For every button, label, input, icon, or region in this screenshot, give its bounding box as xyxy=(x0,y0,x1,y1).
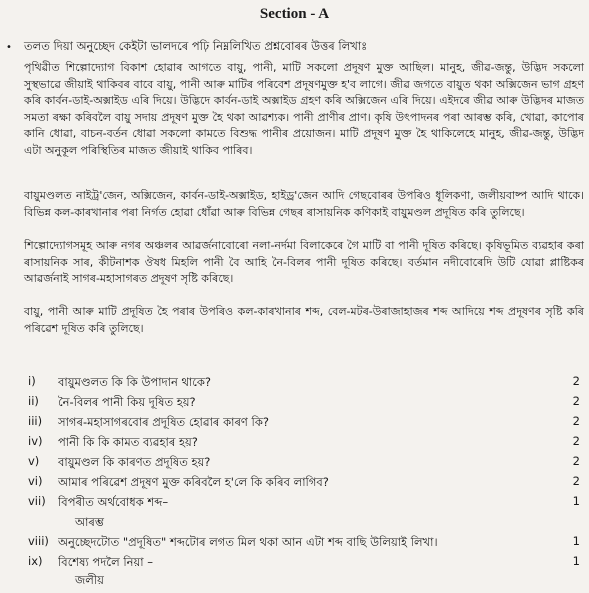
question-text: পানী কি কি কামত ব্যৱহাৰ হয়? xyxy=(58,435,198,449)
question-number: vii) xyxy=(28,494,46,508)
question-marks: 2 xyxy=(572,474,580,488)
instruction-text: তলত দিয়া অনুচ্ছেদ কেইটা ভালদৰে পঢ়ি নিম্নলিখিত প্ৰশ্নবোৰৰ উত্তৰ লিখাঃ xyxy=(24,39,368,53)
question-text: বায়ুমণ্ডলত কি কি উপাদান থাকে? xyxy=(58,375,212,389)
question-item xyxy=(28,374,584,394)
question-item xyxy=(28,394,584,414)
paragraph-3: শিল্পোদ্যোগসমূহ আৰু নগৰ অঞ্চলৰ আৱৰ্জনাবোৰো নলা-নৰ্দমা বিলাকেৰে গৈ মাটি বা পানী দূষিত কৰিছে। কৃষিভূমিত ব্যৱহাৰ কৰা ৰাসায়নিক সাৰ, কীটনাশক ঔষধ মিহলি পানী বৈ আহি নৈ-বিলৰ পানী দূষিত কৰিছে। বৰ্তমান নদীবোৰেদি উটি যোৱা প্লাষ্টিকৰ আৱৰ্জনাই সাগৰ-মহাসাগৰত প্ৰদূষণ সৃষ্টি কৰিছে। xyxy=(24,239,584,285)
question-text: সাগৰ-মহাসাগৰবোৰ প্ৰদূষিত হোৱাৰ কাৰণ কি? xyxy=(58,415,269,429)
question-marks: 2 xyxy=(572,434,580,448)
question-number: iv) xyxy=(28,434,43,448)
paragraph-2: বায়ুমণ্ডলত নাইট্ৰ'জেন, অক্সিজেন, কাৰ্বন-ডাই-অক্সাইড, হাইড্ৰ'জেন আদি গেছবোৰৰ উপৰিও ধূলিকণা, জলীয়বাষ্প আদি থাকে। বিভিন্ন কল-কাৰখানাৰ পৰা নিৰ্গত হোৱা ধোঁৱা আৰু বিভিন্ন গেছৰ ৰাসায়নিক কণিকাই বায়ুমণ্ডল প্ৰদূষিত কৰি তুলিছে। xyxy=(24,189,584,219)
paragraph-4: বায়ু, পানী আৰু মাটি প্ৰদূষিত হৈ পৰাৰ উপৰিও কল-কাৰখানাৰ শব্দ, বেল-মটৰ-উৰাজাহাজৰ শব্দ আদিয়ে শব্দ প্ৰদূষণৰ সৃষ্টি কৰি পৰিৱেশ দূষিত কৰি তুলিছে। xyxy=(24,305,584,335)
answer-word-vii: আৰম্ভ xyxy=(75,515,104,529)
answer-word-ix: জলীয় xyxy=(75,573,104,587)
question-text: অনুচ্ছেদটোত "প্ৰদূষিত" শব্দটোৰ লগত মিল থকা আন এটা শব্দ বাছি উলিয়াই লিখা। xyxy=(58,535,438,549)
section-title: Section - A xyxy=(259,6,330,22)
question-text: বিশেষ্য পদলৈ নিয়া – xyxy=(58,555,154,569)
question-number: viii) xyxy=(28,534,49,548)
question-number: ii) xyxy=(28,394,39,408)
question-item xyxy=(28,434,584,454)
paragraph-1: পৃথিৱীত শিল্পোদ্যোগ বিকাশ হোৱাৰ আগতে বায়ু, পানী, মাটি সকলো প্ৰদূষণ মুক্ত আছিল। মানুহ, জীৱ-জন্তু, উদ্ভিদ সকলো সুস্থভাৱে জীয়াই থাকিবৰ বাবে বায়ু, পানী আৰু মাটিৰ পৰিবেশ প্ৰদূষণমুক্ত হ'ব লাগে। জীৱ জগতে বায়ুত থকা অক্সিজেন ভাগ গ্ৰহণ কৰি কাৰ্বন-ডাই-অক্সাইড এৰি দিয়ে। উদ্ভিদে কাৰ্বন-ডাই অক্সাইড গ্ৰহণ কৰি অক্সিজেন এৰি দিয়ে। এইদৰে জীৱ আৰু উদ্ভিদৰ মাজত সমতা ৰক্ষা কৰিবলৈ বায়ু সদায় প্ৰদূষণ মুক্ত হৈ থকা আৱশ্যক। পানী প্ৰাণীৰ প্ৰাণ। কৃষি উৎপাদনৰ পৰা আৰম্ভ কৰি, খোৱা, কাপোৰ কানি ধোৱা, বাচন-বৰ্তন ধোৱা সকলো কামতে বিশুদ্ধ পানীৰ প্ৰয়োজন। মাটি প্ৰদূষণ মুক্ত হৈ থাকিলেহে মানুহ, জীৱ-জন্তু, উদ্ভিদ এটা অনুকূল পৰিস্থিতিৰ মাজত জীয়াই থাকিব পাৰিব। xyxy=(24,61,584,157)
question-item xyxy=(28,454,584,474)
question-marks: 1 xyxy=(572,554,580,568)
question-number: i) xyxy=(28,374,36,388)
question-item xyxy=(28,534,584,554)
question-item xyxy=(28,554,584,574)
question-text: নৈ-বিলৰ পানী কিয় দূষিত হয়? xyxy=(58,395,196,409)
question-item xyxy=(28,474,584,494)
question-marks: 2 xyxy=(572,454,580,468)
question-text: বায়ুমণ্ডল কি কাৰণত প্ৰদূষিত হয়? xyxy=(58,455,211,469)
question-number: v) xyxy=(28,454,40,468)
question-item xyxy=(28,414,584,434)
margin-marker: • xyxy=(6,42,12,53)
question-marks: 2 xyxy=(572,374,580,388)
question-text: বিপৰীত অৰ্থবোধক শব্দ– xyxy=(58,495,169,509)
question-text: আমাৰ পৰিৱেশ প্ৰদূষণ মুক্ত কৰিবলৈ হ'লে কি কৰিব লাগিব? xyxy=(58,475,329,489)
question-marks: 1 xyxy=(572,534,580,548)
question-marks: 2 xyxy=(572,414,580,428)
question-marks: 1 xyxy=(572,494,580,508)
question-number: vi) xyxy=(28,474,43,488)
question-marks: 2 xyxy=(572,394,580,408)
question-item xyxy=(28,494,584,514)
question-number: iii) xyxy=(28,414,43,428)
question-number: ix) xyxy=(28,554,43,568)
